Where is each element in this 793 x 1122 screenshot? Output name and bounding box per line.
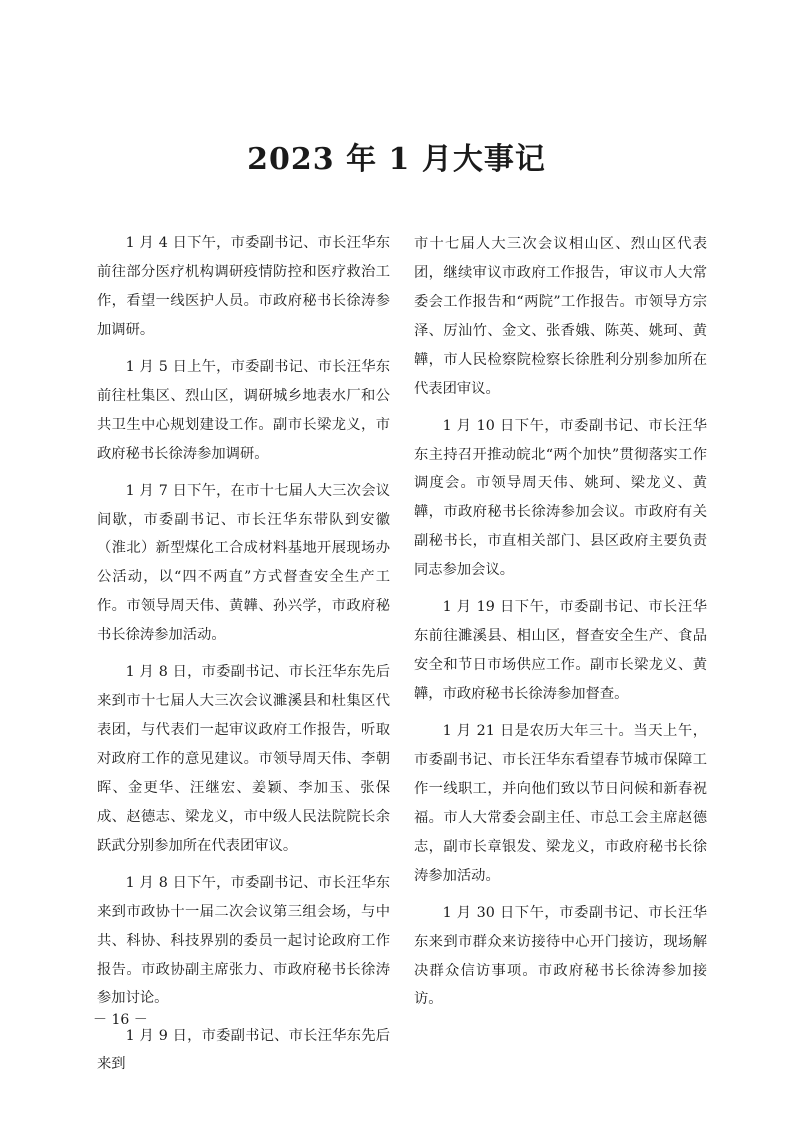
event-paragraph: 1 月 5 日上午，市委副书记、市长汪华东前往杜集区、烈山区，调研城乡地表水厂和公共卫生中心规划建设工作。副市长梁龙义，市政府秘书长徐涛参加调研。 bbox=[97, 358, 390, 462]
right-column bbox=[414, 230, 707, 1023]
event-paragraph: 1 月 30 日下午，市委副书记、市长汪华东来到市群众来访接待中心开门接访，现场解决群众信访事项。市政府秘书长徐涛参加接访。 bbox=[414, 904, 707, 1008]
page-number: － 16 － bbox=[93, 1012, 148, 1028]
event-paragraph: 1 月 4 日下午，市委副书记、市长汪华东前往部分医疗机构调研疫情防控和医疗救治工作，看望一线医护人员。市政府秘书长徐涛参加调研。 bbox=[97, 235, 390, 338]
event-paragraph: 1 月 8 日，市委副书记、市长汪华东先后来到市十七届人大三次会议濉溪县和杜集区代表团，与代表们一起审议政府工作报告，听取对政府工作的意见建议。市领导周天伟、李朝晖、金更华、汪继宏、姜颖、李加玉、张保成、赵德志、梁龙义，市中级人民法院院长余跃武分别参加所在代表团审议。 bbox=[97, 664, 390, 854]
page-title: 2023 年 1 月大事记 bbox=[247, 142, 546, 177]
event-paragraph: 1 月 10 日下午，市委副书记、市长汪华东主持召开推动皖北“两个加快”贯彻落实工作调度会。市领导周天伟、姚珂、梁龙义、黄韡，市政府秘书长徐涛参加会议。市政府有关副秘书长，市直相关部门、县区政府主要负责同志参加会议。 bbox=[414, 417, 707, 579]
left-column bbox=[97, 229, 390, 1088]
event-paragraph: 1 月 7 日下午，在市十七届人大三次会议间歇，市委副书记、市长汪华东带队到安徽（淮北）新型煤化工合成材料基地开展现场办公活动，以“四不两直”方式督查安全生产工作。市领导周天伟、黄韡、孙兴学，市政府秘书长徐涛参加活动。 bbox=[97, 482, 390, 644]
event-paragraph: 1 月 19 日下午，市委副书记、市长汪华东前往濉溪县、相山区，督查安全生产、食品安全和节日市场供应工作。副市长梁龙义、黄韡，市政府秘书长徐涛参加督查。 bbox=[414, 599, 707, 702]
event-paragraph-continuation: 市十七届人大三次会议相山区、烈山区代表团，继续审议市政府工作报告，审议市人大常委会工作报告和“两院”工作报告。市领导方宗泽、厉汕竹、金文、张香娥、陈英、姚珂、黄韡，市人民检察院检察长徐胜利分别参加所在代表团审议。 bbox=[414, 236, 707, 397]
event-paragraph: 1 月 21 日是农历大年三十。当天上午，市委副书记、市长汪华东看望春节城市保障工作一线职工，并向他们致以节日问候和新春祝福。市人大常委会副主任、市总工会主席赵德志，副市长章银发、梁龙义，市政府秘书长徐涛参加活动。 bbox=[414, 723, 707, 884]
event-paragraph: 1 月 9 日，市委副书记、市长汪华东先后来到 bbox=[97, 1027, 390, 1073]
event-paragraph: 1 月 8 日下午，市委副书记、市长汪华东来到市政协十一届二次会议第三组会场，与中共、科协、科技界别的委员一起讨论政府工作报告。市政协副主席张力、市政府秘书长徐涛参加讨论。 bbox=[97, 874, 390, 1007]
